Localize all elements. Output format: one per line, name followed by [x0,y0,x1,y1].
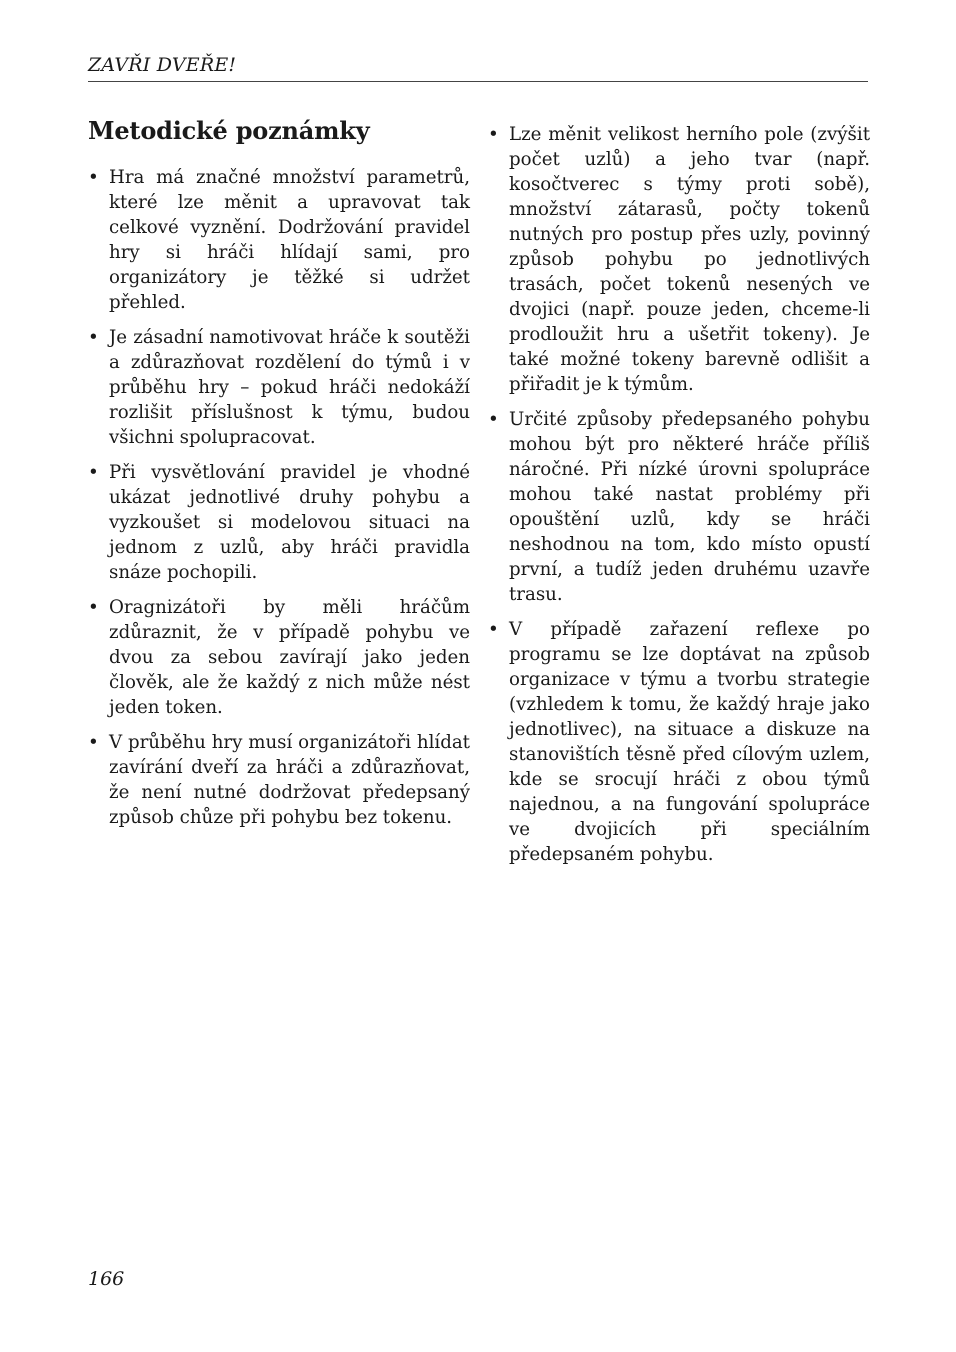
list-item [88,460,470,585]
list-item [88,595,470,720]
list-item [88,325,470,450]
bullet-icon: • [488,124,499,145]
right-bullet-list [488,122,870,867]
list-item-text: Určité způsoby předepsaného pohybu mohou být pro některé hráče příliš náročné. Při nízké úrovni spolupráce mohou také nastat problémy při opouštění uzlů, kdy se hráči neshodnou na tom, kdo místo opustí první, a tudíž jeden druhému uzavře trasu. [509,409,870,605]
header-rule [88,81,868,82]
bullet-icon: • [88,597,99,618]
list-item-text: Lze měnit velikost herního pole (zvýšit počet uzlů) a jeho tvar (např. kosočtverec s týmy proti sobě), množství zátarasů, počty tokenů nutných pro postup přes uzly, povinný způsob pohybu po jednotlivých trasách, počet tokenů nesených ve dvojici (např. pouze jeden, chceme-li prodloužit hru a ušetřit tokeny). Je také možné tokeny barevně odlišit a přiřadit je k týmům. [509,124,870,395]
bullet-icon: • [488,409,499,430]
bullet-icon: • [88,167,99,188]
list-item-text: V průběhu hry musí organizátoři hlídat zavírání dveří za hráči a zdůrazňovat, že není nutné dodržovat předepsaný způsob chůze při pohybu bez tokenu. [109,732,470,828]
list-item [88,165,470,315]
list-item-text: V případě zařazení reflexe po programu se lze doptávat na způsob organizace v týmu a tvorbu strategie (vzhledem k tomu, že každý hraje jako jednotlivec), na situace a diskuze na stanovištích těsně před cílovým uzlem, kde se srocují hráči z obou týmů najednou, a na fungování spolupráce ve dvojicích při speciálním předepsaném pohybu. [509,619,870,865]
left-column [88,116,470,840]
running-header: ZAVŘI DVEŘE! [88,54,237,76]
list-item [488,122,870,397]
page-number: 166 [88,1268,125,1290]
right-column [488,122,870,877]
list-item [488,617,870,867]
bullet-icon: • [488,619,499,640]
list-item-text: Oragnizátoři by měli hráčům zdůraznit, že v případě pohybu ve dvou za sebou zavírají jako jeden člověk, ale že každý z nich může nést jeden token. [109,597,470,718]
list-item [88,730,470,830]
list-item-text: Je zásadní namotivovat hráče k soutěži a zdůrazňovat rozdělení do týmů i v průběhu hry – pokud hráči nedokáží rozlišit příslušnost k týmu, budou všichni spolupracovat. [109,327,470,448]
list-item-text: Hra má značné množství parametrů, které lze měnit a upravovat tak celkové vyznění. Dodržování pravidel hry si hráči hlídají sami, pro organizátory je těžké si udržet přehled. [109,167,470,313]
list-item [488,407,870,607]
bullet-icon: • [88,327,99,348]
bullet-icon: • [88,732,99,753]
list-item-text: Při vysvětlování pravidel je vhodné ukázat jednotlivé druhy pohybu a vyzkoušet si modelovou situaci na jednom z uzlů, aby hráči pravidla snáze pochopili. [109,462,470,583]
bullet-icon: • [88,462,99,483]
left-bullet-list [88,165,470,830]
section-heading: Metodické poznámky [88,116,370,145]
